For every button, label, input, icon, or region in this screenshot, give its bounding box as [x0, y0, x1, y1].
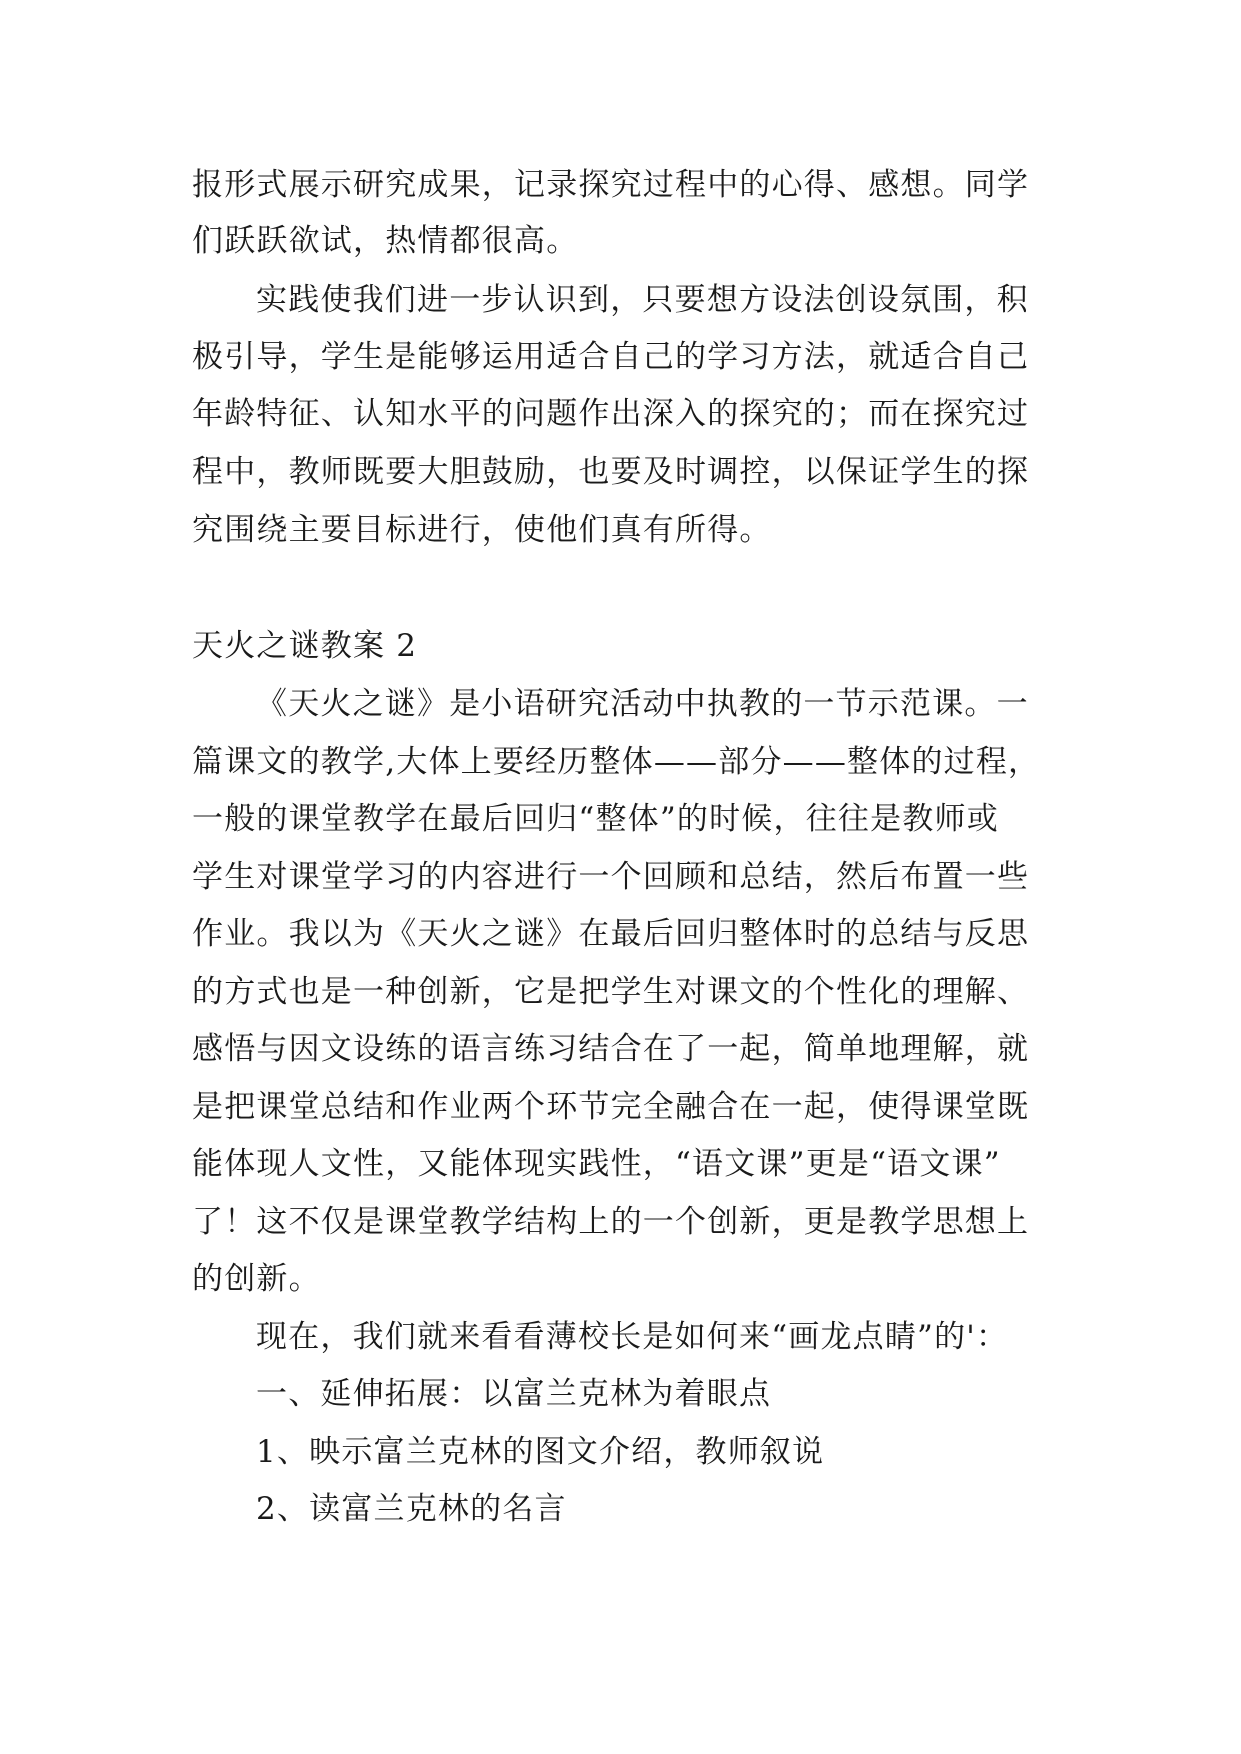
paragraph-line: 是把课堂总结和作业两个环节完全融合在一起，使得课堂既	[192, 1089, 1030, 1125]
paragraph-line: 程中，教师既要大胆鼓励，也要及时调控，以保证学生的探	[192, 454, 1030, 490]
paragraph-line: 现在，我们就来看看薄校长是如何来“画龙点睛”的'：	[256, 1319, 1009, 1355]
paragraph-line: 《天火之谜》是小语研究活动中执教的一节示范课。一	[256, 686, 1029, 722]
paragraph-line: 极引导，学生是能够运用适合自己的学习方法，就适合自己	[192, 339, 1030, 375]
paragraph-line: 作业。我以为《天火之谜》在最后回归整体时的总结与反思	[192, 916, 1030, 952]
paragraph-line: 年龄特征、认知水平的问题作出深入的探究的；而在探究过	[192, 396, 1030, 432]
paragraph-line: 报形式展示研究成果，记录探究过程中的心得、感想。同学	[192, 167, 1030, 203]
list-item: 1、映示富兰克林的图文介绍，教师叙说	[256, 1434, 825, 1470]
section-heading: 天火之谜教案 2	[192, 628, 418, 664]
paragraph-line: 学生对课堂学习的内容进行一个回顾和总结，然后布置一些	[192, 859, 1030, 895]
paragraph-line: 究围绕主要目标进行，使他们真有所得。	[192, 512, 772, 548]
paragraph-line: 的创新。	[192, 1261, 321, 1297]
paragraph-line: 篇课文的教学,大体上要经历整体——部分——整体的过程，	[192, 744, 1041, 780]
list-item: 2、读富兰克林的名言	[256, 1491, 567, 1527]
paragraph-line: 实践使我们进一步认识到，只要想方设法创设氛围，积	[256, 282, 1029, 318]
paragraph-line: 感悟与因文设练的语言练习结合在了一起，简单地理解，就	[192, 1031, 1030, 1067]
paragraph-line: 能体现人文性，又能体现实践性，“语文课”更是“语文课”	[192, 1146, 1001, 1182]
paragraph-line: 了！这不仅是课堂教学结构上的一个创新，更是教学思想上	[192, 1204, 1030, 1240]
paragraph-line: 一般的课堂教学在最后回归“整体”的时候，往往是教师或	[192, 801, 999, 837]
paragraph-line: 的方式也是一种创新，它是把学生对课文的个性化的理解、	[192, 974, 1030, 1010]
list-heading: 一、延伸拓展：以富兰克林为着眼点	[256, 1376, 772, 1412]
paragraph-line: 们跃跃欲试，热情都很高。	[192, 223, 579, 259]
